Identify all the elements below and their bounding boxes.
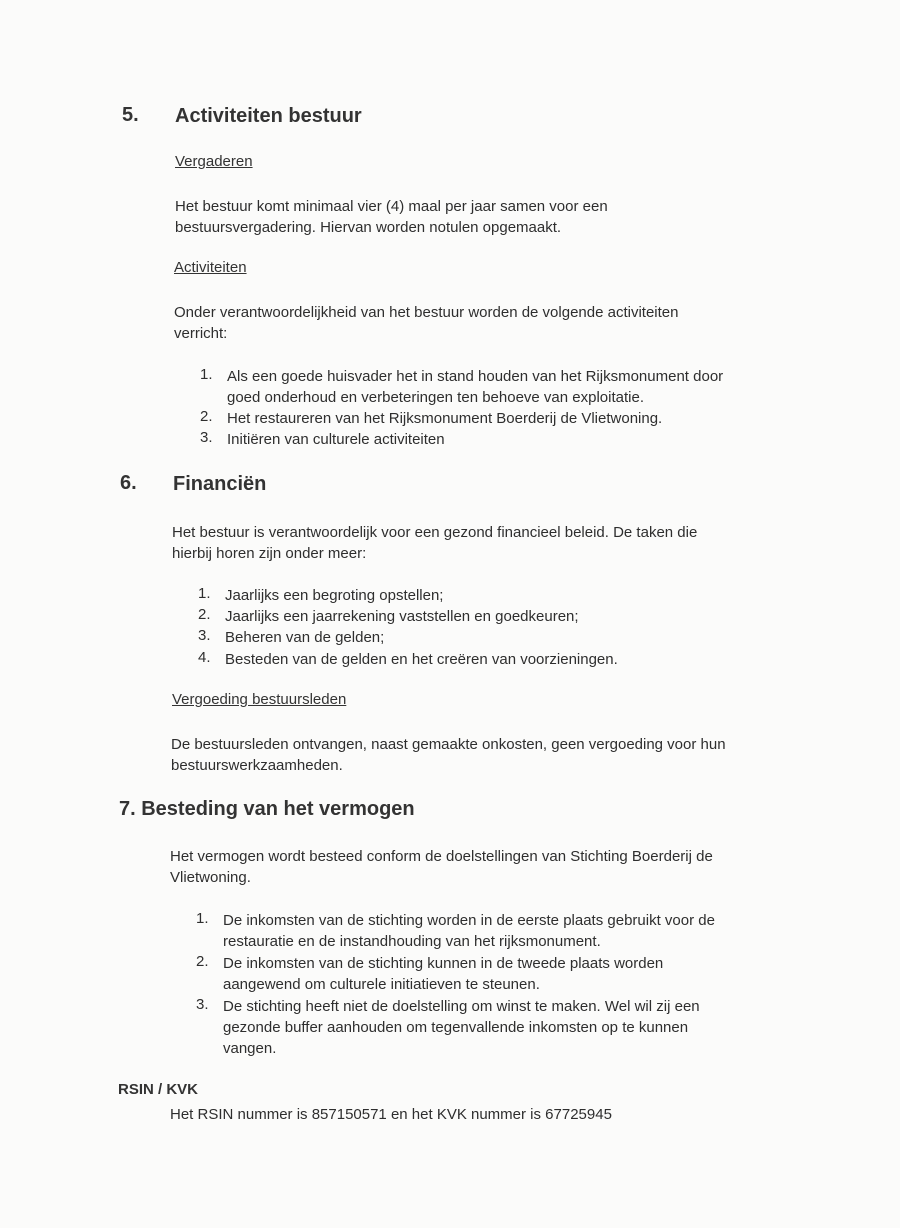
rsin-kvk-heading: RSIN / KVK xyxy=(118,1081,199,1098)
paragraph-activiteiten-line-1: Onder verantwoordelijkheid van het bestuur worden de volgende activiteiten xyxy=(174,304,679,321)
section-5-title: Activiteiten bestuur xyxy=(175,105,362,127)
list-item-text: Als een goede huisvader het in stand houden van het Rijksmonument door xyxy=(227,368,724,385)
paragraph-vermogen-line-2: Vlietwoning. xyxy=(170,869,251,886)
subheading-vergoeding: Vergoeding bestuursleden xyxy=(172,691,347,708)
list-item-number: 1. xyxy=(200,366,213,383)
paragraph-vermogen-line-1: Het vermogen wordt besteed conform de doelstellingen van Stichting Boerderij de xyxy=(170,848,713,865)
list-item-text: Initiëren van culturele activiteiten xyxy=(227,431,445,448)
subheading-activiteiten: Activiteiten xyxy=(174,259,247,276)
list-item-number: 3. xyxy=(200,429,213,446)
list-item-text: Jaarlijks een jaarrekening vaststellen en goedkeuren; xyxy=(225,608,579,625)
list-item-text: Het restaureren van het Rijksmonument Boerderij de Vlietwoning. xyxy=(227,410,663,427)
list-item-text: Beheren van de gelden; xyxy=(225,629,385,646)
section-7-title: 7. Besteding van het vermogen xyxy=(119,798,415,820)
paragraph-financien-line-1: Het bestuur is verantwoordelijk voor een gezond financieel beleid. De taken die xyxy=(172,524,698,541)
list-item-text: De inkomsten van de stichting worden in de eerste plaats gebruikt voor de xyxy=(223,912,715,929)
list-item-text: restauratie en de instandhouding van het rijksmonument. xyxy=(223,933,601,950)
list-item-text: De stichting heeft niet de doelstelling om winst te maken. Wel wil zij een xyxy=(223,998,700,1015)
list-item-number: 3. xyxy=(198,627,211,644)
rsin-kvk-text: Het RSIN nummer is 857150571 en het KVK nummer is 67725945 xyxy=(170,1106,612,1123)
list-item-text: De inkomsten van de stichting kunnen in de tweede plaats worden xyxy=(223,955,664,972)
paragraph-activiteiten-line-2: verricht: xyxy=(174,325,228,342)
paragraph-vergoeding-line-2: bestuurswerkzaamheden. xyxy=(171,757,343,774)
paragraph-vergaderen-line-2: bestuursvergadering. Hiervan worden notulen opgemaakt. xyxy=(175,219,562,236)
list-item-text: Besteden van de gelden en het creëren van voorzieningen. xyxy=(225,651,618,668)
section-5-number: 5. xyxy=(122,104,139,126)
subheading-vergaderen: Vergaderen xyxy=(175,153,253,170)
list-item-number: 2. xyxy=(196,953,209,970)
paragraph-vergoeding-line-1: De bestuursleden ontvangen, naast gemaakte onkosten, geen vergoeding voor hun xyxy=(171,736,726,753)
list-item-number: 2. xyxy=(200,408,213,425)
section-6-title: Financiën xyxy=(173,473,267,495)
list-item-number: 4. xyxy=(198,649,211,666)
list-item-number: 3. xyxy=(196,996,209,1013)
paragraph-financien-line-2: hierbij horen zijn onder meer: xyxy=(172,545,367,562)
list-item-text: aangewend om culturele initiatieven te steunen. xyxy=(223,976,540,993)
list-item-number: 2. xyxy=(198,606,211,623)
list-item-text: gezonde buffer aanhouden om tegenvallende inkomsten op te kunnen xyxy=(223,1019,689,1036)
list-item-text: Jaarlijks een begroting opstellen; xyxy=(225,587,444,604)
paragraph-vergaderen-line-1: Het bestuur komt minimaal vier (4) maal per jaar samen voor een xyxy=(175,198,608,215)
section-6-number: 6. xyxy=(120,472,137,494)
list-item-number: 1. xyxy=(198,585,211,602)
list-item-number: 1. xyxy=(196,910,209,927)
list-item-text: vangen. xyxy=(223,1040,277,1057)
list-item-text: goed onderhoud en verbeteringen ten behoeve van exploitatie. xyxy=(227,389,644,406)
